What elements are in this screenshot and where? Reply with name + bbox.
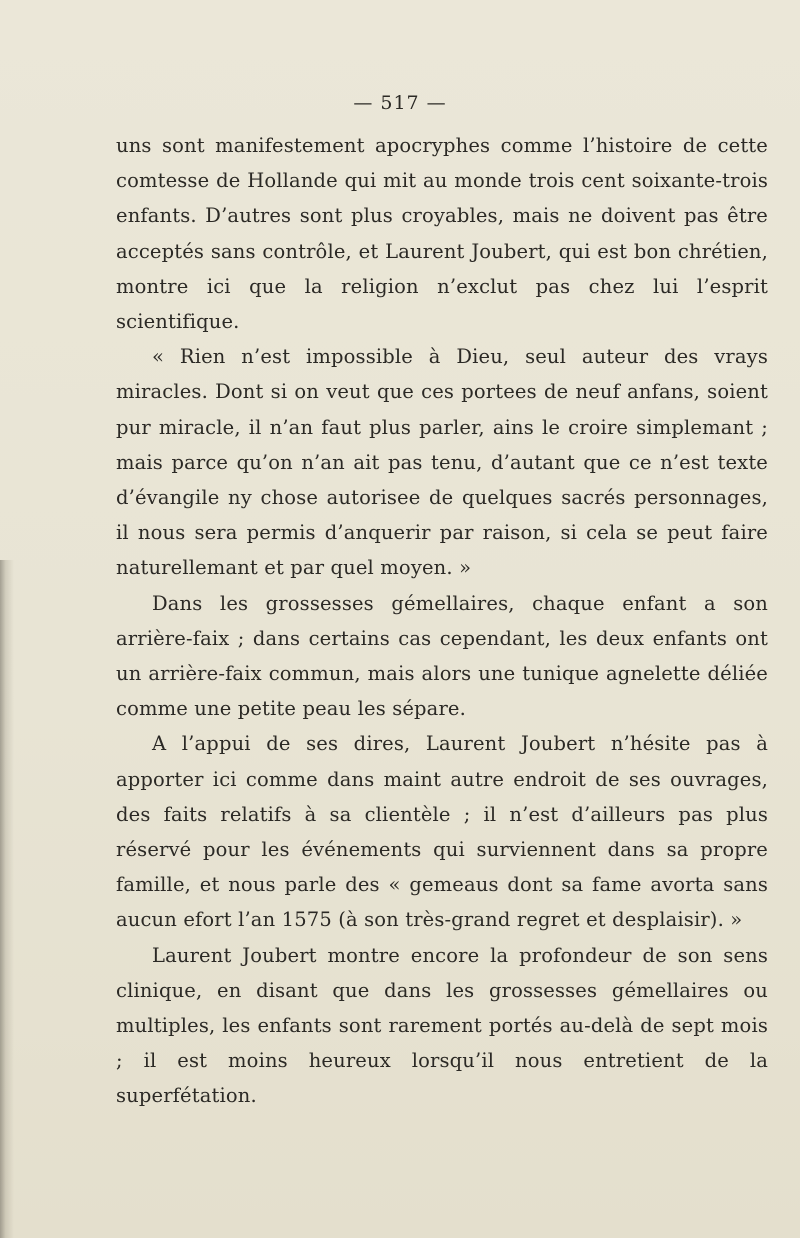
paragraph-clinical-sense: Laurent Joubert montre encore la profondeur de son sens clinique, en disant que dans les grossesses gémellaires ou multiples, les enfants sont rarement portés au-delà de sept mois ; il est moins heureux lorsqu’il nous entretient de la superfétation. [116, 943, 768, 1108]
paragraph-quotation-joubert: « Rien n’est impossible à Dieu, seul auteur des vrays miracles. Dont si on veut que ces portees de neuf anfans, soient pur miracle, il n’an faut plus parler, ains le croire simplemant ; mais parce qu’on n’an ait pas tenu, d’autant que ce n’est texte d’évangile ny chose autorisee de quelques sacrés personnages, il nous sera permis d’anquerir par raison, si cela se peut faire naturellemant et par quel moyen. » [116, 345, 768, 580]
paragraph-continuation: uns sont manifestement apocryphes comme l’histoire de cette comtesse de Hollande qui mit au monde trois cent soixante-trois enfants. D’autres sont plus croyables, mais ne doivent pas être acceptés sans contrôle, et Laurent Joubert, qui est bon chrétien, montre ici que la religion n’exclut pas chez lui l’esprit scientifique. [116, 134, 768, 334]
paragraph-twin-pregnancies: Dans les grossesses gémellaires, chaque enfant a son arrière-faix ; dans certains cas cependant, les deux enfants ont un arrière-faix commun, mais alors une tunique agnelette déliée comme une petite peau les sépare. [116, 591, 768, 721]
body-text [116, 128, 768, 1114]
paragraph-clientele: A l’appui de ses dires, Laurent Joubert n’hésite pas à apporter ici comme dans maint autre endroit de ses ouvrages, des faits relatifs à sa clientèle ; il n’est d’ailleurs pas plus réservé pour les événements qui surviennent dans sa propre famille, et nous parle des « gemeaus dont sa fame avorta sans aucun efort l’an 1575 (à son très-grand regret et desplaisir). » [116, 732, 768, 932]
page-binding-shadow [0, 560, 14, 1238]
page-number: — 517 — [353, 92, 447, 114]
